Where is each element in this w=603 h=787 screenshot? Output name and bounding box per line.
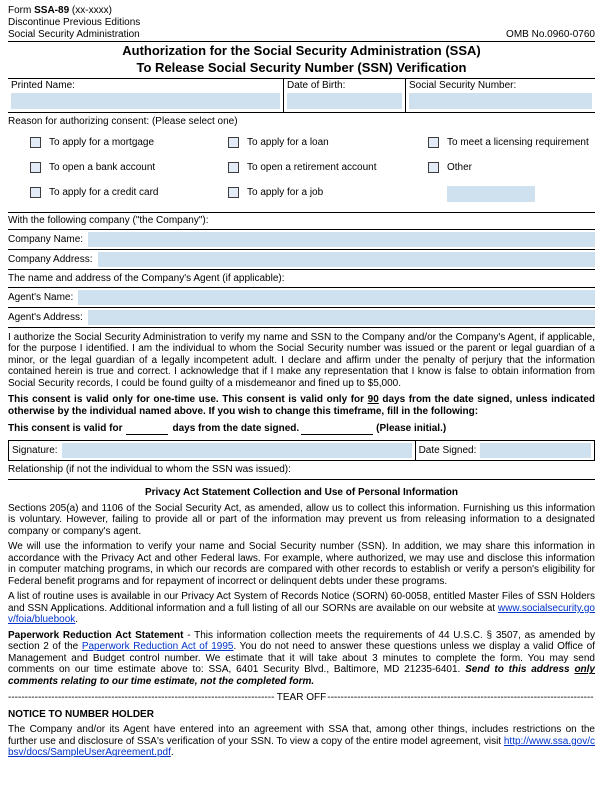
paperwork-text-pre: - This information collection meets the requirements of 44 U.S.C. § 3507, as amended by section 2 of the xyxy=(8,629,595,653)
option-credit-card[interactable] xyxy=(30,186,228,200)
option-mortgage[interactable] xyxy=(30,136,228,150)
option-licensing-requirement[interactable] xyxy=(428,136,595,150)
agent-name-row xyxy=(8,288,595,308)
date-of-birth-input[interactable] xyxy=(287,93,402,109)
consent-terms-paragraph xyxy=(8,394,595,417)
checkbox-icon[interactable] xyxy=(428,162,439,173)
send-address-text-post: comments relating to our time estimate, not the completed form. xyxy=(8,675,315,687)
company-address-input[interactable] xyxy=(98,252,596,267)
checkbox-icon[interactable] xyxy=(228,162,239,173)
privacy-p3-text: A list of routine uses is available in our Privacy Act System of Records Notice (SORN) 60-0058, entitled Master Files of SSN Holders and SSN Applications. Additional information and a full listing of all our SORNs are available on our website at xyxy=(8,591,595,614)
consent-text-post: days from the date signed, unless indicated otherwise by the individual named above. If you wish to change this timeframe, fill in the following: xyxy=(8,394,595,417)
privacy-p3-period: . xyxy=(75,614,79,626)
notice-paragraph xyxy=(8,724,595,759)
option-label: To apply for a credit card xyxy=(49,187,159,199)
bluebook-link[interactable]: www.socialsecurity.gov/foia/bluebook xyxy=(8,602,595,626)
date-of-birth-label: Date of Birth: xyxy=(287,79,346,91)
relationship-label: Relationship (if not the individual to whom the SSN was issued): xyxy=(8,463,291,475)
send-only-word: only xyxy=(574,664,595,676)
company-address-row xyxy=(8,250,595,270)
ssn-input[interactable] xyxy=(409,93,592,109)
date-signed-label: Date Signed: xyxy=(418,444,477,456)
option-bank-account[interactable] xyxy=(30,161,228,175)
agent-intro-label: The name and address of the Company's Agent (if applicable): xyxy=(8,272,285,284)
days-blank-input[interactable] xyxy=(126,424,168,435)
option-label: To apply for a job xyxy=(247,187,324,199)
agent-intro-row xyxy=(8,270,595,288)
agent-address-label: Agent's Address: xyxy=(8,311,83,323)
checkbox-icon[interactable] xyxy=(228,187,239,198)
company-address-label: Company Address: xyxy=(8,253,93,265)
form-title-line1: Authorization for the Social Security Administration (SSA) xyxy=(122,43,481,59)
paperwork-text-mid: . You do not need to answer these questions unless we display a valid Office of Management and Budget control number. We estimate that it will take about 3 minutes to complete the form. You may send comments on our time estimate above to: SSA, 6401 Security Blvd., Baltimore, MD 21235-6401. xyxy=(8,641,595,676)
option-label: To apply for a loan xyxy=(247,137,329,149)
checkbox-icon[interactable] xyxy=(428,137,439,148)
checkbox-icon[interactable] xyxy=(228,137,239,148)
company-intro-row xyxy=(8,212,595,230)
fill-text-pre: This consent is valid for xyxy=(8,423,123,435)
agent-name-input[interactable] xyxy=(78,290,595,305)
form-header xyxy=(8,5,595,42)
ssn-label: Social Security Number: xyxy=(409,79,517,91)
paperwork-reduction-paragraph xyxy=(8,630,595,688)
option-label: To apply for a mortgage xyxy=(49,137,155,149)
company-name-row xyxy=(8,230,595,250)
consent-text-pre: This consent is valid only for one-time use. This consent is valid only for xyxy=(8,394,368,406)
tear-off-dashes: -------------------------------------------------------------------------------- xyxy=(8,692,275,704)
authorization-paragraph: I authorize the Social Security Administration to verify my name and SSN to the Company and/or the Company's Agent, if applicable, for the purpose I identified. I am the individual to whom the Social Security number was issued or the parent or legal guardian of a minor, or the legal guardian of a legally incompetent adult. I declare and affirm under the penalty of perjury that the information contained herein is true and correct. I acknowledge that if I make any representation that I know is false to obtain information from Social Security records, I could be found guilty of a misdemeanor and fined up to $5,000. xyxy=(8,331,595,389)
option-loan[interactable] xyxy=(228,136,428,150)
form-number-suffix: (xx-xxxx) xyxy=(69,5,112,16)
privacy-act-heading: Privacy Act Statement Collection and Use of Personal Information xyxy=(144,487,459,499)
checkbox-icon[interactable] xyxy=(30,137,41,148)
reason-column-1 xyxy=(30,136,228,211)
other-reason-input[interactable] xyxy=(447,186,535,202)
form-title xyxy=(8,42,595,79)
agent-name-label: Agent's Name: xyxy=(8,291,74,303)
privacy-paragraph-1: Sections 205(a) and 1106 of the Social Security Act, as amended, allow us to collect this information. Furnishing us this information is voluntary. However, failing to provide all or part of the information may prevent us from releasing information to a designated company or company's agent. xyxy=(8,502,595,537)
option-other[interactable] xyxy=(428,161,595,175)
reason-column-3 xyxy=(428,136,595,211)
tear-off-divider xyxy=(8,692,595,704)
omb-number: OMB No.0960-0760 xyxy=(506,28,595,40)
reason-label: Reason for authorizing consent: (Please select one) xyxy=(8,116,238,128)
fill-text-mid: days from the date signed. xyxy=(172,423,300,435)
form-number: SSA-89 xyxy=(34,5,70,16)
company-intro-label: With the following company ("the Company"): xyxy=(8,215,209,227)
form-number-prefix: Form xyxy=(8,5,35,16)
option-retirement-account[interactable] xyxy=(228,161,428,175)
printed-name-cell xyxy=(8,79,284,113)
initials-blank-input[interactable] xyxy=(301,424,373,435)
send-address-text: Send to this address xyxy=(465,664,575,676)
printed-name-label: Printed Name: xyxy=(11,79,75,91)
agent-address-row xyxy=(8,308,595,328)
signature-row xyxy=(8,440,595,461)
fill-text-post: (Please initial.) xyxy=(376,423,447,435)
option-label: To meet a licensing requirement xyxy=(447,137,589,149)
consent-90-days: 90 xyxy=(367,394,379,406)
reason-options-grid xyxy=(8,128,595,212)
option-label: To open a retirement account xyxy=(247,162,377,174)
checkbox-icon[interactable] xyxy=(30,187,41,198)
form-title-line2: To Release Social Security Number (SSN) Verification xyxy=(136,59,467,75)
date-signed-cell xyxy=(416,441,594,460)
checkbox-icon[interactable] xyxy=(30,162,41,173)
tear-off-label: TEAR OFF xyxy=(276,692,327,704)
discontinue-editions-line: Discontinue Previous Editions xyxy=(8,16,141,28)
printed-name-input[interactable] xyxy=(11,93,280,109)
date-of-birth-cell xyxy=(284,79,406,113)
date-signed-input[interactable] xyxy=(480,443,591,458)
notice-text: The Company and/or its Agent have entered into an agreement with SSA that, among other things, includes restrictions on the further use and disclosure of SSA's verification of your SSN. To view a copy of the entire model agreement, visit xyxy=(8,724,595,747)
form-id-block xyxy=(8,5,140,40)
option-label: Other xyxy=(447,162,473,174)
reason-column-2 xyxy=(228,136,428,211)
identity-fields-row xyxy=(8,79,595,114)
privacy-paragraph-3 xyxy=(8,591,595,626)
notice-period: . xyxy=(170,747,174,759)
option-label: To open a bank account xyxy=(49,162,156,174)
option-job[interactable] xyxy=(228,186,428,200)
consent-fill-line xyxy=(8,423,595,435)
ssn-cell xyxy=(406,79,595,113)
tear-off-dashes: -------------------------------------------------------------------------------- xyxy=(327,692,594,704)
agent-address-input[interactable] xyxy=(88,310,595,325)
sample-agreement-link[interactable]: http://www.ssa.gov/cbsv/docs/SampleUserAgreement.pdf xyxy=(8,735,596,759)
signature-cell xyxy=(9,441,416,460)
company-name-input[interactable] xyxy=(88,232,595,247)
paperwork-act-link[interactable]: Paperwork Reduction Act of 1995 xyxy=(81,641,234,653)
reason-section xyxy=(8,113,595,212)
privacy-paragraph-2: We will use the information to verify your name and Social Security number (SSN). In addition, we may share this information in accordance with the Privacy Act and other Federal laws. For example, where authorized, we may use and disclose this information in computer matching programs, in which our records are compared with other records to establish or verify a person's eligibility for Federal benefit programs and for repayment of incorrect or delinquent debts under these programs. xyxy=(8,541,595,587)
relationship-row xyxy=(8,461,595,481)
paperwork-heading: Paperwork Reduction Act Statement xyxy=(8,629,184,641)
company-name-label: Company Name: xyxy=(8,233,84,245)
agency-name-line: Social Security Administration xyxy=(8,28,140,40)
notice-to-number-holder-heading: NOTICE TO NUMBER HOLDER xyxy=(8,708,154,720)
form-number-line xyxy=(8,5,140,17)
signature-label: Signature: xyxy=(12,444,58,456)
signature-input[interactable] xyxy=(62,443,412,458)
